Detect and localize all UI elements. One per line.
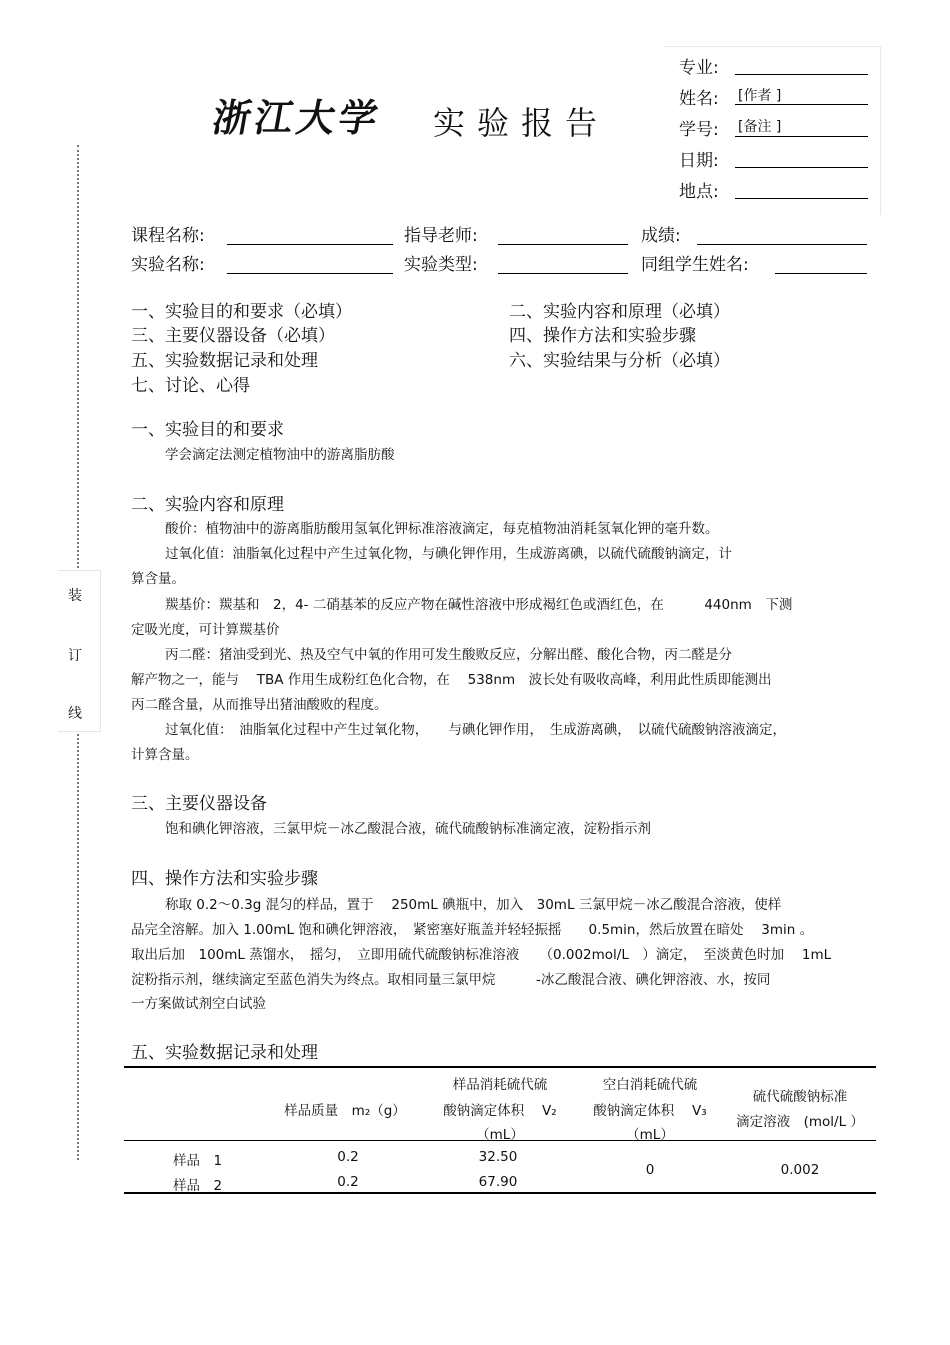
student-id-label: 学号: [679,120,719,140]
section-2-line: 羰基价：羰基和 2，4- 二硝基苯的反应产物在碱性溶液中形成褐红色或酒红色，在 440nm 下测 [165,597,793,613]
table-header-v3: 酸钠滴定体积 V₃ [593,1103,707,1119]
table-row-sample: 样品 1 [172,1153,223,1169]
course-name-field[interactable] [227,244,393,245]
table-row-v2: 32.50 [478,1149,518,1165]
section-4-line: 取出后加 100mL 蒸馏水， 摇匀， 立即用硫代硫酸钠标准溶液 （0.002mol/L ）滴定， 至淡黄色时加 1mL [131,947,832,963]
student-id-field[interactable] [735,136,868,137]
section-1-text: 学会滴定法测定植物油中的游离脂肪酸 [165,447,395,463]
experiment-name-field[interactable] [227,273,393,274]
name-field[interactable] [735,104,868,105]
experiment-type-label: 实验类型: [404,255,478,275]
toc-item-2: 二、实验内容和原理（必填） [509,302,730,322]
section-2-line: 算含量。 [131,571,185,587]
table-cell-concentration: 0.002 [780,1162,820,1178]
table-top-rule [124,1066,876,1068]
binding-char-xian: 线 [68,706,82,722]
location-label: 地点: [679,182,719,202]
table-header-v3: 空白消耗硫代硫 [602,1077,698,1093]
binding-char-zhuang: 装 [68,588,82,604]
section-1-title: 一、实验目的和要求 [131,420,284,440]
experiment-name-label: 实验名称: [131,255,205,275]
grade-label: 成绩: [641,226,681,246]
section-2-title: 二、实验内容和原理 [131,495,284,515]
section-2-line: 丙二醛含量，从而推导出猪油酸败的程度。 [131,697,388,713]
teacher-field[interactable] [498,244,628,245]
section-4-line: 淀粉指示剂，继续滴定至蓝色消失为终点。取相同量三氯甲烷 -冰乙酸混合液、碘化钾溶液、水，按同 [131,972,771,988]
table-header-v2: 样品消耗硫代硫 [452,1077,548,1093]
section-2-line: 酸价：植物油中的游离脂肪酸用氢氧化钾标准溶液滴定，每克植物油消耗氢氧化钾的毫升数。 [165,521,719,537]
toc-item-3: 三、主要仪器设备（必填） [131,326,335,346]
experiment-type-field[interactable] [498,273,628,274]
major-label: 专业: [679,58,719,78]
table-cell-blank-v3: 0 [645,1162,655,1178]
section-3-text: 饱和碘化钾溶液，三氯甲烷－冰乙酸混合液，硫代硫酸钠标准滴定液，淀粉指示剂 [165,821,651,837]
major-field[interactable] [735,74,868,75]
group-members-field[interactable] [775,273,867,274]
toc-item-7: 七、讨论、心得 [131,376,250,396]
teacher-label: 指导老师: [404,226,478,246]
report-title: 实验报告 [433,104,610,142]
date-label: 日期: [679,151,719,171]
toc-item-6: 六、实验结果与分析（必填） [509,351,730,371]
university-logo-text: 浙江大学 [209,95,386,140]
toc-item-1: 一、实验目的和要求（必填） [131,302,352,322]
section-2-line: 过氧化值： 油脂氧化过程中产生过氧化物， 与碘化钾作用， 生成游离碘， 以硫代硫酸钠溶液滴定， [165,722,786,738]
table-row-sample: 样品 2 [172,1178,223,1194]
group-members-label: 同组学生姓名: [641,255,749,275]
section-4-line: 品完全溶解。加入 1.00mL 饱和碘化钾溶液， 紧密塞好瓶盖并轻轻振摇 0.5min，然后放置在暗处 3min 。 [131,922,814,938]
section-2-line: 过氧化值：油脂氧化过程中产生过氧化物，与碘化钾作用，生成游离碘，以硫代硫酸钠滴定，计 [165,546,732,562]
section-4-line: 称取 0.2～0.3g 混匀的样品，置于 250mL 碘瓶中，加入 30mL 三氯甲烷－冰乙酸混合溶液，使样 [165,897,782,913]
grade-field[interactable] [697,244,867,245]
binding-char-ding: 订 [68,648,82,664]
table-row-mass: 0.2 [337,1174,359,1190]
section-2-line: 丙二醛：猪油受到光、热及空气中氧的作用可发生酸败反应，分解出醛、酸化合物，丙二醛是分 [165,647,732,663]
section-2-line: 解产物之一，能与 TBA 作用生成粉红色化合物，在 538nm 波长处有吸收高峰，利用此性质即能测出 [131,672,772,688]
student-id-value: [备注 ] [738,119,782,135]
table-header-v2: 酸钠滴定体积 V₂ [443,1103,557,1119]
date-field[interactable] [735,167,868,168]
table-row-mass: 0.2 [337,1149,359,1165]
table-header-concentration: 硫代硫酸钠标准 [752,1089,848,1105]
section-2-line: 定吸光度，可计算羰基价 [131,622,280,638]
section-4-title: 四、操作方法和实验步骤 [131,869,318,889]
section-3-title: 三、主要仪器设备 [131,794,267,814]
toc-item-5: 五、实验数据记录和处理 [131,351,318,371]
section-5-title: 五、实验数据记录和处理 [131,1043,318,1063]
toc-item-4: 四、操作方法和实验步骤 [509,326,696,346]
section-2-line: 计算含量。 [131,747,199,763]
table-header-concentration: 滴定溶液 (mol/L ） [736,1114,864,1130]
table-row-v2: 67.90 [478,1174,518,1190]
course-name-label: 课程名称: [131,226,205,246]
section-4-line: 一方案做试剂空白试验 [131,996,266,1012]
university-logo [209,95,413,141]
table-header-v2: （mL） [476,1127,524,1143]
name-label: 姓名: [679,89,719,109]
table-header-v3: （mL） [626,1127,674,1143]
location-field[interactable] [735,198,868,199]
table-header-mass: 样品质量 m₂（g） [284,1103,406,1119]
name-value: [作者 ] [738,88,782,104]
table-bottom-rule [124,1192,876,1194]
